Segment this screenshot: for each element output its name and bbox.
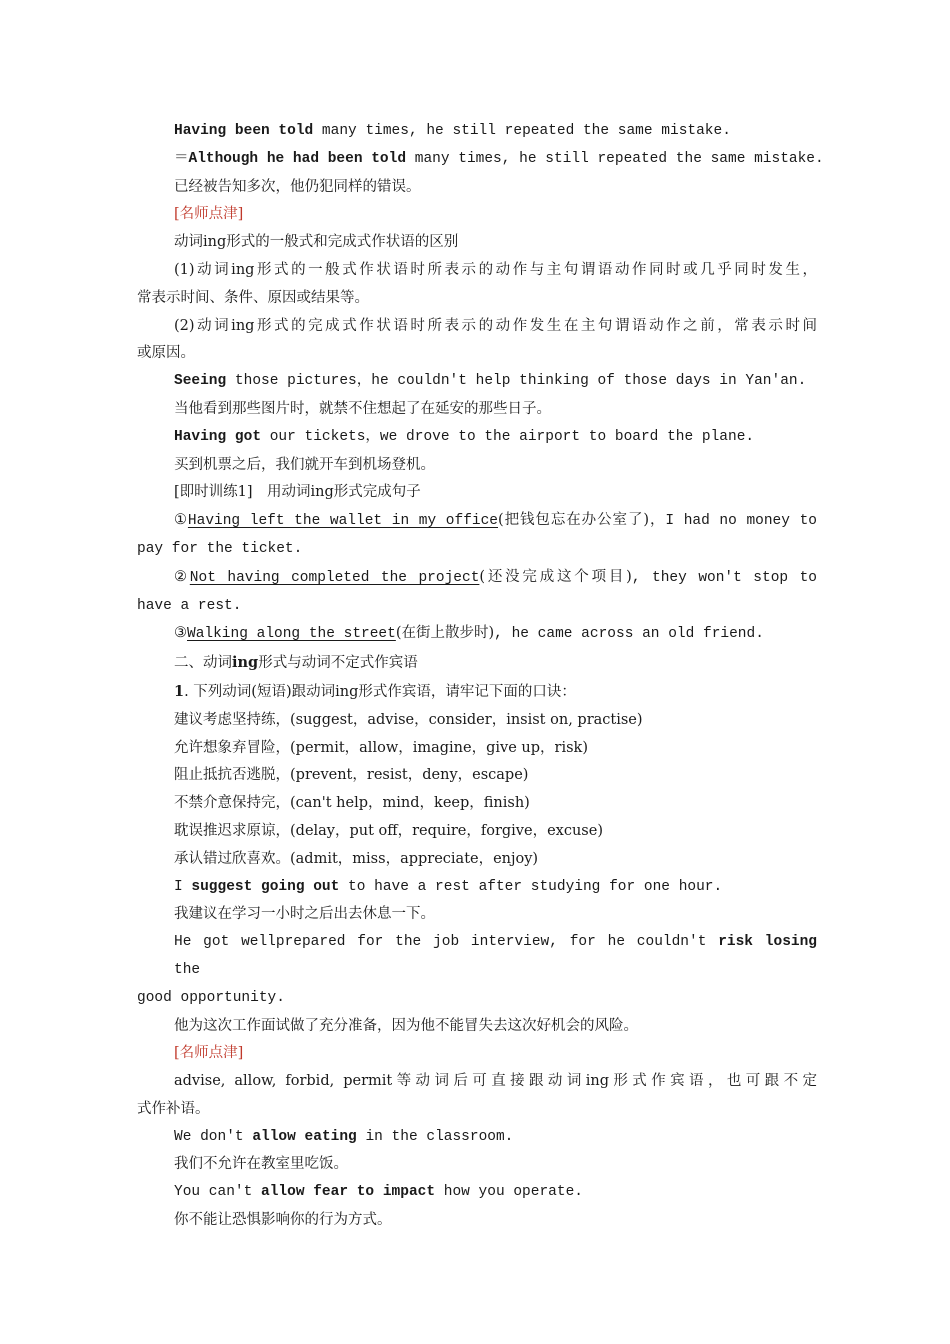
exercise-item-1 <box>137 507 817 536</box>
item-number: ① <box>174 513 188 530</box>
text: We don't <box>174 1128 253 1145</box>
example-sentence <box>137 1124 817 1152</box>
exercise-heading: [即时训练1] 用动词ing形式完成句子 <box>174 484 421 501</box>
text: those pictures，he couldn't help thinking of those days in Yan'an. <box>226 373 807 390</box>
text: , he came across an old friend. <box>494 626 764 643</box>
rhyme-line: 允许想象弃冒险，(permit，allow，imagine，give up，risk) <box>174 739 588 756</box>
example-sentence <box>137 146 824 174</box>
item-number: ② <box>174 569 190 586</box>
answer: Having left the wallet in my office <box>187 513 498 530</box>
section-heading <box>137 649 817 678</box>
translation: 已经被告知多次，他仍犯同样的错误。 <box>174 178 421 195</box>
text: 二、动词 <box>174 655 232 672</box>
tip-point-1-cont: 常表示时间、条件、原因或结果等。 <box>137 289 369 306</box>
tip-note-cont: 式作补语。 <box>137 1100 210 1117</box>
exercise-item-2-cont: have a rest. <box>137 597 242 614</box>
text: our tickets，we drove to the airport to board the plane. <box>261 428 755 445</box>
text: ＝ <box>174 150 189 167</box>
text: to have a rest after studying for one hour. <box>339 878 723 895</box>
exercise-item-1-cont: pay for the ticket. <box>137 540 303 557</box>
rhyme-line: 耽误推迟求原谅，(delay，put off，require，forgive，excuse) <box>174 822 603 839</box>
highlight: ing <box>232 654 259 672</box>
hint: (把钱包忘在办公室了) <box>498 512 650 529</box>
text: 形式与动词不定式作宾语 <box>258 655 418 672</box>
rhyme-line: 承认错过欣喜欢。(admit，miss，appreciate，enjoy) <box>174 850 539 867</box>
answer: Not having completed the project <box>189 569 480 586</box>
highlight: Having been told <box>174 123 314 139</box>
tip-note: advise, allow, forbid, permit等动词后可直接跟动词ing形式作宾语，也可跟不定 <box>174 1073 817 1090</box>
rhyme-line: 阻止抵抗否逃脱，(prevent，resist，deny，escape) <box>174 767 529 784</box>
tip-point-2: (2)动词ing形式的完成式作状语时所表示的动作发生在主句谓语动作之前，常表示时间 <box>174 317 817 334</box>
translation: 我建议在学习一小时之后出去休息一下。 <box>174 906 435 923</box>
hint: (在街上散步时) <box>395 625 495 642</box>
subsection-heading <box>137 678 817 707</box>
text: I <box>174 878 192 895</box>
tip-heading: [名师点津] <box>174 1045 244 1062</box>
text: ，I had no money to <box>649 513 817 530</box>
answer: Walking along the street <box>187 626 396 643</box>
example-sentence <box>137 929 817 985</box>
translation: 你不能让恐惧影响你的行为方式。 <box>174 1212 392 1229</box>
text: many times, he still repeated the same mistake. <box>406 150 824 167</box>
hint: (还没完成这个项目) <box>479 568 632 585</box>
example-sentence <box>137 368 817 396</box>
example-sentence <box>137 424 817 452</box>
rhyme-line: 建议考虑坚持练，(suggest，advise，consider，insist on, practise) <box>174 711 643 728</box>
example-sentence-cont: good opportunity. <box>137 989 285 1006</box>
highlight: Seeing <box>174 373 227 390</box>
text: in the classroom. <box>356 1128 514 1145</box>
translation: 他为这次工作面试做了充分准备，因为他不能冒失去这次好机会的风险。 <box>174 1017 638 1034</box>
tip-point-1: (1)动词ing形式的一般式作状语时所表示的动作与主句谓语动作同时或几乎同时发生， <box>174 261 817 278</box>
text: . 下列动词(短语)跟动词ing形式作宾语，请牢记下面的口诀： <box>184 683 576 700</box>
text: , they won't stop to <box>631 569 818 586</box>
highlight: suggest going out <box>191 878 340 895</box>
highlight: Having got <box>174 428 262 445</box>
example-sentence <box>137 1179 817 1207</box>
exercise-item-3 <box>137 620 817 649</box>
highlight: allow eating <box>252 1128 357 1145</box>
translation: 当他看到那些图片时，就禁不住想起了在延安的那些日子。 <box>174 400 551 417</box>
example-sentence <box>137 118 817 146</box>
text: the <box>174 961 201 978</box>
highlight: allow fear to impact <box>261 1184 436 1201</box>
text: You can't <box>174 1184 262 1201</box>
text: many times, he still repeated the same mistake. <box>313 123 731 139</box>
rhyme-line: 不禁介意保持完，(can't help，mind，keep，finish) <box>174 795 530 812</box>
translation: 买到机票之后，我们就开车到机场登机。 <box>174 456 435 473</box>
tip-title: 动词ing形式的一般式和完成式作状语的区别 <box>174 234 459 251</box>
highlight: Although he had been told <box>188 150 407 167</box>
highlight: risk losing <box>718 934 817 951</box>
document-page <box>137 118 824 1235</box>
translation: 我们不允许在教室里吃饭。 <box>174 1156 348 1173</box>
item-number: ③ <box>174 626 187 643</box>
example-sentence <box>137 874 817 902</box>
tip-point-2-cont: 或原因。 <box>137 345 195 362</box>
text: He got wellprepared for the job interview, for he couldn't <box>174 934 719 951</box>
tip-heading: [名师点津] <box>174 206 244 223</box>
exercise-item-2 <box>137 564 817 593</box>
text: how you operate. <box>435 1184 583 1201</box>
highlight: 1 <box>174 682 185 700</box>
